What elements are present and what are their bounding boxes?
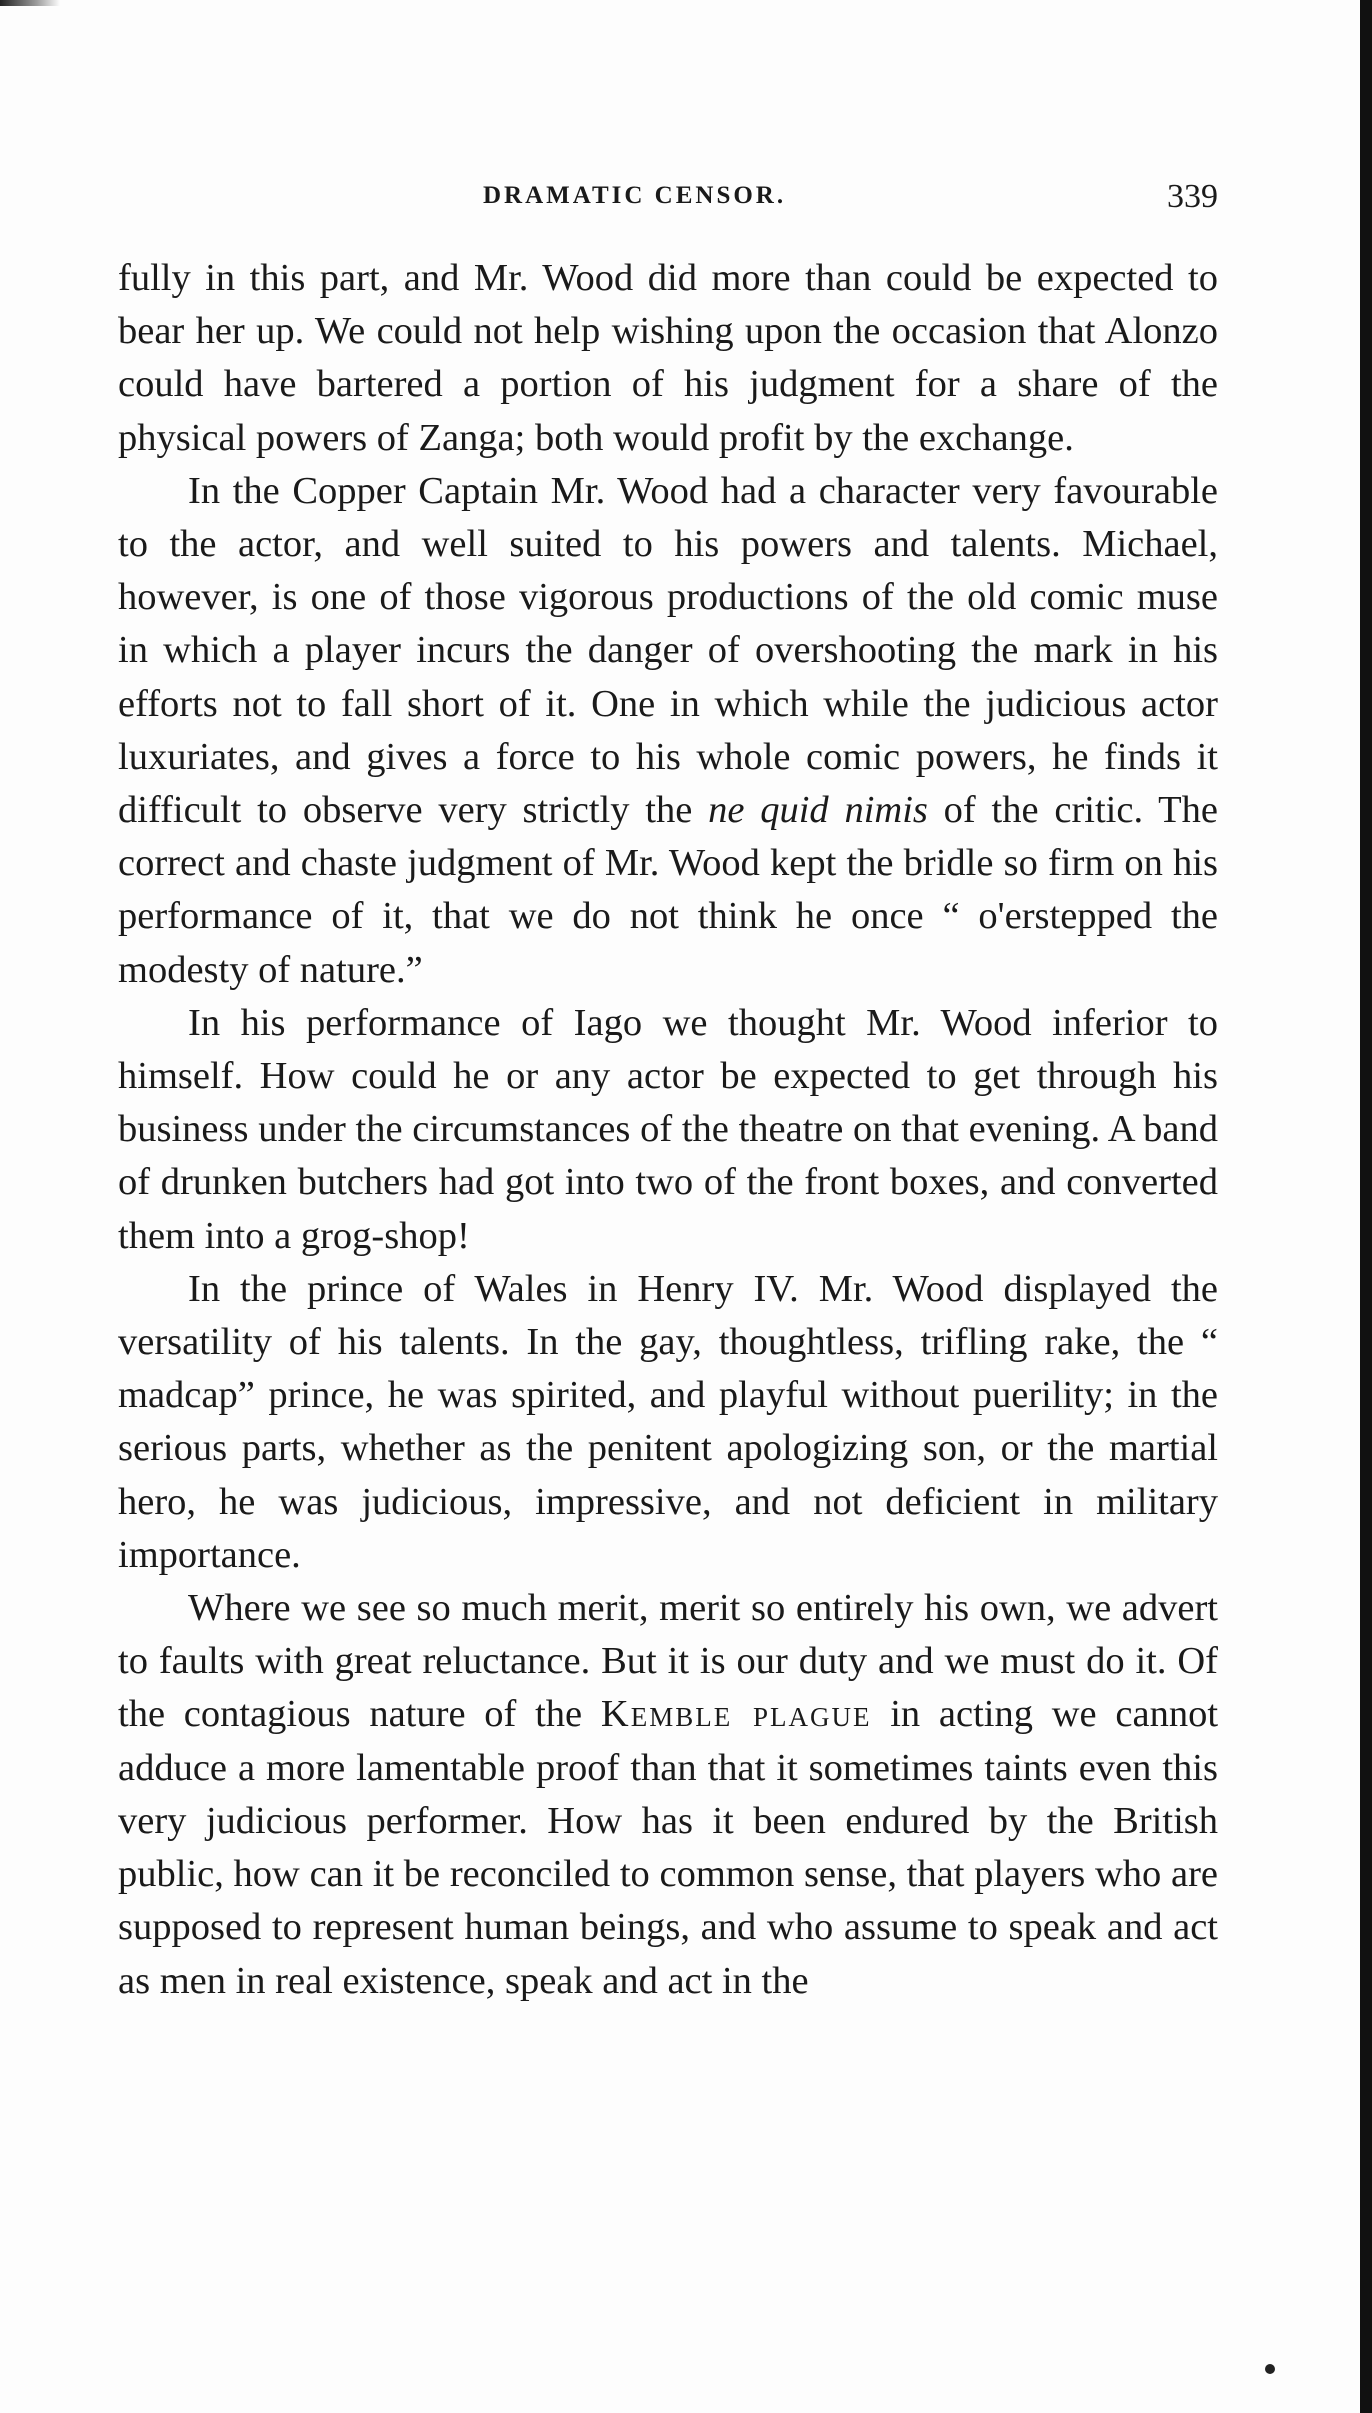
paragraph-5-text-a: Where we see so much merit, merit so entirely his own, we advert to faults with great reluctance. But it is our duty and we must do it. Of the contagious nature of the: [118, 1587, 1218, 1736]
paragraph-2-text-a: In the Copper Captain Mr. Wood had a character very favourable to the actor, and well suited to his powers and talents. Michael, however, is one of those vigorous productions of the old comic muse in which a player incurs the danger of overshooting the mark in his efforts not to fall short of it. One in which while the judicious actor luxuriates, and gives a force to his whole comic powers, he finds it difficult to observe very strictly the: [118, 469, 1218, 832]
body-text: [118, 252, 1218, 2008]
paragraph-2: [118, 465, 1218, 997]
page-header: [118, 178, 1218, 218]
page-number: 339: [1167, 178, 1218, 215]
paragraph-4: In the prince of Wales in Henry IV. Mr. Wood displayed the versatility of his talents. In the gay, thoughtless, trifling rake, the “ madcap” prince, he was spirited, and playful without puerility; in the serious parts, whether as the penitent apologizing son, or the martial hero, he was judicious, impressive, and not deficient in military importance.: [118, 1267, 1218, 1576]
running-head: DRAMATIC CENSOR.: [483, 182, 787, 209]
ink-dot-mark: [1265, 2364, 1275, 2374]
paragraph-3: In his performance of Iago we thought Mr. Wood inferior to himself. How could he or any actor be expected to get through his business under the circumstances of the theatre on that evening. A band of drunken butchers had got into two of the front boxes, and converted them into a grog-shop!: [118, 1001, 1218, 1257]
paragraph-5: [118, 1582, 1218, 2008]
kemble-plague-phrase: Kemble plague: [600, 1693, 872, 1736]
scan-page-edge: [1360, 0, 1372, 2413]
paragraph-5-text-b: in acting we cannot adduce a more lamentable proof than that it sometimes taints even this very judicious performer. How has it been endured by the British public, how can it be reconciled to common sense, that players who are supposed to represent human beings, and who assume to speak and act as men in real existence, speak and act in the: [118, 1693, 1219, 2002]
paragraph-2-text-b: of the critic. The correct and chaste judgment of Mr. Wood kept the bridle so firm on his performance of it, that we do not think he once “ o'erstepped the modesty of nature.”: [118, 789, 1219, 991]
paragraph-1: fully in this part, and Mr. Wood did more than could be expected to bear her up. We could not help wishing upon the occasion that Alonzo could have bartered a portion of his judgment for a share of the physical powers of Zanga; both would profit by the exchange.: [118, 257, 1218, 459]
scan-corner-mark: [0, 0, 60, 6]
latin-phrase: ne quid nimis: [708, 789, 928, 832]
